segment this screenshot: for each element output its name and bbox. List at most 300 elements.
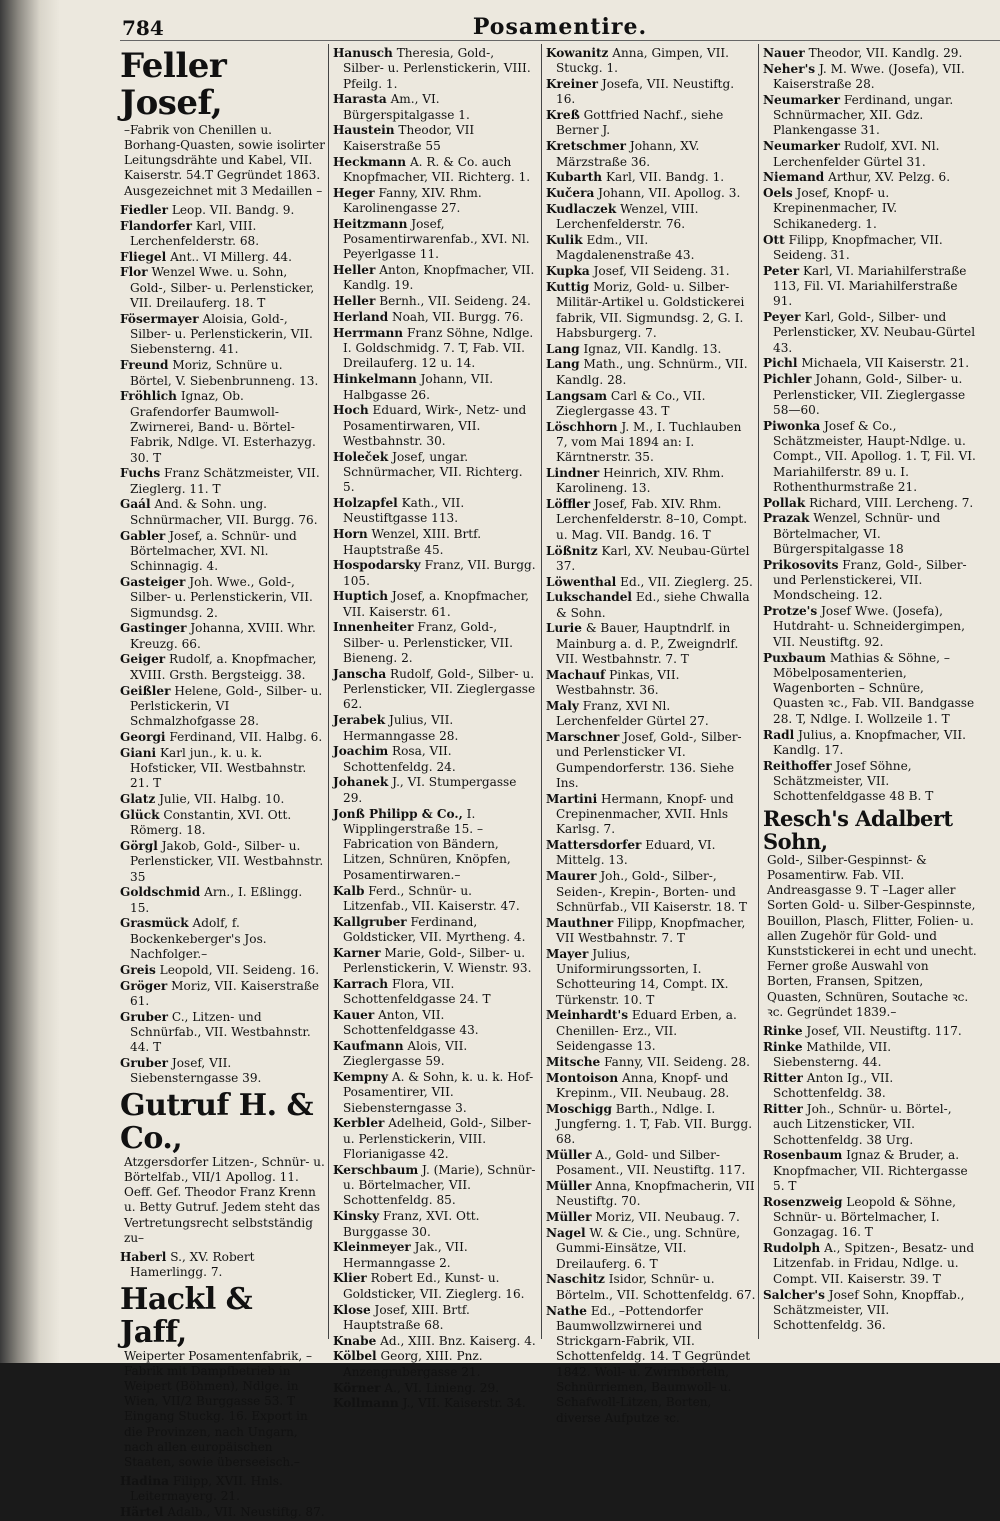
entry-name: Gruber [120,1009,169,1024]
directory-entry [120,1056,325,1087]
entry-name: Hanusch [333,46,393,60]
entry-name: Ritter [763,1101,803,1116]
directory-entry [120,652,325,683]
directory-entry [763,62,977,93]
entry-details: Arthur, XV. Pelzg. 6. [828,170,951,185]
directory-entry [333,403,537,449]
entry-details: Johann, VII. Halbgasse 26. [343,372,494,402]
page-number: 784 [122,16,164,40]
entry-name: Kučera [546,186,595,201]
entry-name: Martini [546,791,598,806]
directory-entry [120,250,325,265]
directory-entry [333,1349,537,1380]
entry-name: Jerabek [333,713,386,728]
entry-details: Ant.. VI Millerg. 44. [170,249,292,264]
entry-name: Gastinger [120,621,187,636]
directory-entry [333,450,537,496]
directory-entry [546,792,756,838]
entry-name: Lang [546,357,580,372]
entry-name: Knabe [333,1333,377,1348]
directory-entry [763,170,977,185]
entry-details: Ed., –Pottendorfer Baumwollzwirnerei und Strickgarn-Fabrik, VII. Schottenfeldg. 14. T Gegründet 1842. Woll- u. Zwirnbörteln, Schnürriemen, Baumwoll- u. Schafwoll-Litzen, Borten, diverse Aufputze ꝛc. [556,1303,751,1425]
entry-details: Hermann, Knopf- und Crepinenmacher, XVII. Hnls Karlsg. 7. [556,791,734,837]
directory-entry [546,1272,756,1303]
directory-entry [763,233,977,264]
entry-name: Lindner [546,466,600,481]
entry-name: Glück [120,807,160,822]
directory-entry [333,946,537,977]
entry-details: Ferdinand, VII. Halbg. 6. [169,729,323,744]
directory-entry [120,575,325,621]
directory-entry [546,1179,756,1210]
entry-details: Ad., XIII. Bnz. Kaiserg. 4. [380,1333,536,1348]
entry-name: Haberl [120,1249,167,1264]
entry-details: Anna, Knopf- und Krepinm., VII. Neubaug. 28. [556,1070,730,1100]
entry-name: Löffler [546,497,591,512]
directory-entry [333,310,537,325]
entry-details: Josef, Fab. XIV. Rhm. Lerchenfelderstr. 8–10, Compt. u. Mag. VII. Bandg. 16. T [556,497,748,542]
entry-details: Johann, Gold-, Silber- u. Perlensticker, VII. Zieglergasse 58—60. [773,372,966,417]
entry-name: Giani [120,745,157,760]
entry-details: Pinkas, VII. Westbahnstr. 36. [556,667,680,698]
entry-name: Fösermayer [120,311,199,326]
entry-name: Pollak [763,495,806,510]
directory-entry [333,713,537,744]
entry-name: Lang [546,341,580,356]
entry-details: Moriz, VII. Kaiserstraße 61. [130,978,320,1008]
entry-details: Ferdinand, Goldsticker, VII. Myrtheng. 4. [343,914,526,944]
entry-name: Nagel [546,1226,586,1241]
entry-details: Franz, VII. Burgg. 105. [343,558,536,588]
entry-name: Georgi [120,729,166,744]
entry-name: Herland [333,310,389,325]
directory-entry [763,1071,977,1102]
directory-entry [333,1271,537,1302]
entry-details: Isidor, Schnür- u. Börtelm., VII. Schottenfeldg. 67. [556,1272,756,1302]
entry-details: A., VI. Linieng. 29. [384,1380,500,1395]
page-header [120,14,1000,41]
directory-entry [763,1148,977,1194]
entry-details: Karl, XV. Neubau-Gürtel 37. [556,543,750,573]
entry-details: Ed., siehe Chwalla & Sohn. [556,590,750,620]
entry-details: Franz Söhne, Ndlge. I. Goldschmidg. 7. T, Fab. VII. Dreilauferg. 12 u. 14. [343,325,534,371]
entry-details: Jak., VII. Hermanngasse 2. [343,1240,468,1270]
directory-entry [120,684,325,730]
entry-name: Karner [333,945,381,960]
entry-details: Johanna, XVIII. Whr. Kreuzg. 66. [130,621,316,651]
entry-details: A., Gold- und Silber-Posament., VII. Neustiftg. 117. [556,1148,746,1178]
entry-name: Puxbaum [763,650,826,665]
display-advertisement [120,48,325,199]
entry-name: Kretschmer [546,139,626,154]
directory-entry [120,979,325,1010]
entry-name: Ritter [763,1070,803,1085]
directory-entry [546,1304,756,1426]
entry-name: Nathe [546,1303,587,1318]
entry-name: Lößnitz [546,543,598,558]
entry-details: Ferdinand, ungar. Schnürmacher, XII. Gdz. Plankengasse 31. [773,92,954,138]
entry-name: Grasmück [120,916,189,931]
directory-entry [333,1240,537,1271]
directory-entry [546,202,756,233]
display-advertisement [763,807,977,1020]
entry-details: Moriz, Gold- u. Silber-Militär-Artikel u. Goldstickerei fabrik, VII. Sigmundsg. 2, G. I. Habsburgerg. 7. [556,279,745,340]
directory-entry [333,775,537,806]
entry-name: Härtel [120,1505,164,1520]
running-head: Posamentire. [472,14,648,40]
directory-entry [546,699,756,730]
entry-details: Mathilde, VII. Siebensterng. 44. [773,1039,892,1070]
entry-name: Neher's [763,61,816,76]
entry-name: Mayer [546,946,589,961]
entry-name: Gasteiger [120,574,186,589]
directory-entry [763,310,977,356]
directory-entry [763,728,977,759]
entry-name: Kalb [333,883,365,898]
entry-details: Moriz, VII. Neubaug. 7. [595,1210,740,1225]
entry-details: Theodor, VII Kaiserstraße 55 [343,123,475,153]
directory-entry [120,792,325,807]
advertisement-body: Gold-, Silber-Gespinnst- & Posamentirw. Fab. VII. Andreasgasse 9. T –Lager aller Sorten Gold- u. Silber-Gespinnste, Bouillon, Plasch, Flitter, Folien- u. allen Zugehör für Gold- und Kunststickerei in echt und unecht. Ferner große Auswahl von Borten, Fransen, Spitzen, Quasten, Schnüren, Soutache ꝛc. ꝛc. Gegründet 1839.– [767,852,977,1019]
entry-name: Holeček [333,449,389,464]
entry-name: Heger [333,185,375,200]
entry-name: Gröger [120,978,168,993]
column-rule [758,44,759,1339]
entry-details: Josef, ungar. Schnürmacher, VII. Richterg. 5. [343,449,523,495]
entry-name: Löschhorn [546,419,618,434]
directory-entry [120,885,325,916]
directory-entry [120,203,325,218]
entry-name: Marschner [546,730,620,745]
entry-details: Josef, Posamentirwarenfab., XVI. Nl. Peyerlgasse 11. [343,216,530,262]
column-2 [333,46,537,1412]
entry-name: Kölbel [333,1349,377,1364]
entry-name: Kerschbaum [333,1162,419,1177]
entry-details: Josefa, VII. Neustiftg. 16. [556,77,735,107]
entry-name: Prikosovits [763,557,839,572]
directory-entry [333,1116,537,1162]
entry-details: Adelheid, Gold-, Silber- u. Perlenstickerin, VIII. Florianigasse 42. [343,1116,532,1162]
entry-details: Josef, VII. Neustiftg. 117. [806,1023,962,1038]
entry-name: Piwonka [763,418,821,433]
entry-details: Karl, VII. Bandg. 1. [605,170,725,185]
entry-details: Theodor, VII. Kandlg. 29. [808,46,963,60]
entry-name: Kallgruber [333,914,407,929]
entry-details: J. (Marie), Schnür- u. Börtelmacher, VII. Schottenfeldg. 85. [343,1162,536,1208]
entry-name: Harasta [333,92,387,107]
entry-name: Kerbler [333,1116,385,1131]
directory-entry [763,511,977,557]
entry-name: Müller [546,1210,592,1225]
entry-details: C., Litzen- und Schnürfab., VII. Westbahnstr. 44. T [130,1009,311,1055]
directory-entry [333,1008,537,1039]
entry-name: Lukschandel [546,590,633,605]
directory-entry [763,651,977,727]
directory-entry [763,264,977,310]
entry-name: Meinhardt's [546,1008,629,1023]
entry-details: Wenzel, VIII. Lerchenfelderstr. 76. [556,201,699,232]
entry-name: Janscha [333,666,387,681]
entry-details: Anna, Knopfmacherin, VII Neustiftg. 70. [556,1179,755,1209]
entry-details: Wenzel Wwe. u. Sohn, Gold-, Silber- u. Perlensticker, VII. Dreilauferg. 18. T [130,265,315,311]
entry-details: Karl, Gold-, Silber- und Perlensticker, XV. Neubau-Gürtel 43. [773,310,976,355]
entry-name: Maurer [546,869,597,884]
entry-details: Josef Wwe. (Josefa), Hutdraht- u. Schneidergimpen, VII. Neustiftg. 92. [773,604,965,649]
entry-name: Goldschmid [120,885,201,900]
entry-name: Kauer [333,1007,375,1022]
entry-details: Leopold, VII. Seideng. 16. [159,962,320,977]
entry-name: Geißler [120,683,171,698]
entry-details: Karl, VI. Mariahilferstraße 113, Fil. VI. Mariahilferstraße 91. [773,263,967,309]
entry-name: Mattersdorfer [546,838,642,853]
directory-entry [763,1241,977,1287]
directory-entry [120,839,325,885]
entry-details: Rudolf, a. Knopfmacher, XVIII. Grsth. Bergsteigg. 38. [130,652,317,682]
entry-name: Pichl [763,356,798,371]
entry-name: Gaál [120,497,151,512]
entry-name: Kowanitz [546,46,609,60]
entry-name: Hinkelmann [333,372,417,387]
directory-entry [763,1102,977,1148]
directory-entry [333,1163,537,1209]
entry-details: Wenzel, XIII. Brtf. Hauptstraße 45. [343,527,482,557]
entry-name: Jonß Philipp & Co., [333,806,463,821]
directory-entry [333,496,537,527]
entry-details: Julius, Uniformirungssorten, I. Schotteuring 14, Compt. IX. Türkenstr. 10. T [556,946,729,1007]
entry-name: Maly [546,698,579,713]
entry-details: Anton, Knopfmacher, VII. Kandlg. 19. [343,263,535,293]
entry-name: Kubarth [546,170,603,185]
directory-entry [546,590,756,621]
column-4 [763,46,977,1334]
entry-details: I. Wipplingerstraße 15. –Fabrication von Bändern, Litzen, Schnüren, Knöpfen, Posamentirwaren.– [343,806,511,882]
directory-entry [546,342,756,357]
directory-entry [120,730,325,745]
entry-details: Moriz, Schnüre u. Börtel, V. Siebenbrunneng. 13. [130,358,319,388]
entry-details: Julius, VII. Hermanngasse 28. [343,713,459,743]
advertisement-body: Atzgersdorfer Litzen-, Schnür- u. Börtelfab., VII/1 Apollog. 11. Oeff. Gef. Theodor Franz Krenn u. Betty Gutruf. Jedem steht das Vertretungsrecht selbstständig zu– [124,1154,325,1245]
directory-entry [333,589,537,620]
directory-entry [333,1381,537,1396]
directory-entry [546,170,756,185]
directory-entry [333,326,537,372]
directory-entry [333,915,537,946]
display-advertisement [120,1283,325,1471]
directory-entry [546,1071,756,1102]
entry-name: Heckmann [333,154,407,169]
directory-entry [546,420,756,466]
directory-entry [120,963,325,978]
entry-details: Constantin, XVI. Ott. Römerg. 18. [130,807,292,838]
entry-name: Kudlaczek [546,201,617,216]
entry-details: Franz, XVI. Ott. Burggasse 30. [343,1209,480,1239]
directory-entry [546,46,756,77]
entry-details: Aloisia, Gold-, Silber- u. Perlenstickerin, VII. Siebensterng. 41. [130,311,313,357]
entry-details: Ignaz, Ob. Grafendorfer Baumwoll- Zwirnerei, Band- u. Börtel-Fabrik, Ndlge. VI. Esterhazyg. 30. T [130,389,316,465]
entry-details: Math., ung. Schnürm., VII. Kandlg. 28. [556,357,748,387]
entry-details: A. & Sohn, k. u. k. Hof-Posamentirer, VII. Siebensterngasse 3. [343,1070,534,1115]
entry-name: Kempny [333,1070,389,1085]
entry-name: Glatz [120,792,156,807]
directory-entry [546,1102,756,1148]
directory-entry [333,744,537,775]
advertisement-title: Hackl & Jaff, [120,1281,253,1350]
entry-details: Josef, VII. Siebensterngasse 39. [130,1056,262,1086]
entry-name: Flandorfer [120,218,192,233]
directory-entry [333,807,537,883]
entry-details: Julie, VII. Halbg. 10. [159,792,285,807]
directory-entry [546,1055,756,1070]
entry-details: Leopold & Söhne, Schnür- u. Börtelmacher, I. Gonzagag. 16. T [773,1194,956,1240]
directory-entry [333,620,537,666]
directory-entry [333,155,537,186]
column-rule [328,44,329,1339]
entry-name: Johanek [333,775,389,790]
directory-entry [763,759,977,805]
entry-name: Kollmann [333,1396,399,1411]
directory-entry [546,1210,756,1225]
entry-name: Kulik [546,233,583,248]
entry-name: Greis [120,962,156,977]
entry-details: Jakob, Gold-, Silber- u. Perlensticker, VII. Westbahnstr. 35 [130,838,324,884]
entry-details: Franz, Gold-, Silber- und Perlenstickerei, VII. Mondscheing. 12. [773,557,967,603]
entry-name: Rosenzweig [763,1194,843,1209]
entry-name: Kupka [546,264,590,279]
entry-details: J., VI. Stumpergasse 29. [343,775,517,805]
directory-entry [546,466,756,497]
entry-details: Josef & Co., Schätzmeister, Haupt-Ndlge. u. Compt., VII. Apollog. 1. T, Fil. VI. Mariahilferstr. 89 u. I. Rothenthurmstraße 21. [773,418,976,494]
entry-details: Gottfried Nachf., siehe Berner J. [556,108,724,138]
entry-details: And. & Sohn. ung. Schnürmacher, VII. Burgg. 76. [130,497,318,527]
advertisement-title: Feller Josef, [120,46,227,124]
directory-entry [763,356,977,371]
entry-details: Franz, XVI Nl. Lerchenfelder Gürtel 27. [556,698,709,729]
entry-details: Am., VI. Bürgerspitalgasse 1. [343,92,470,122]
entry-details: Anton, VII. Schottenfeldgasse 43. [343,1007,479,1038]
entry-name: Pichler [763,372,812,387]
entry-details: A., Spitzen-, Besatz- und Litzenfab. in Fridau, Ndlge. u. Compt. VII. Kaiserstr. 39. T [773,1241,975,1286]
directory-entry [120,1474,325,1505]
directory-entry [546,264,756,279]
directory-entry [546,186,756,201]
directory-entry [333,1334,537,1349]
entry-details: Joh. Wwe., Gold-, Silber- u. Perlenstickerin, VII. Sigmundsg. 2. [130,574,313,620]
entry-name: Haustein [333,123,395,138]
entry-name: Protze's [763,604,818,619]
directory-entry [763,1288,977,1334]
column-1 [120,46,325,1521]
entry-name: Herrmann [333,325,404,340]
entry-name: Hoch [333,403,369,418]
directory-entry [333,294,537,309]
entry-name: Fliegel [120,249,167,264]
entry-name: Rinke [763,1039,803,1054]
directory-entry [546,544,756,575]
directory-entry [546,357,756,388]
entry-details: Anna, Gimpen, VII. Stuckg. 1. [556,46,729,76]
entry-details: Johann, XV. Märzstraße 36. [556,139,700,169]
entry-details: Josef, Knopf- u. Krepinenmacher, IV. Schikanederg. 1. [773,186,898,231]
directory-entry [763,46,977,61]
directory-entry [333,92,537,123]
entry-details: J., VII. Kaiserstr. 34. [402,1396,526,1411]
advertisement-body: Weiperter Posamentenfabrik, –Fabrik mit Dampfbetrieb in Weipert (Böhmen), Ndlge. in Wien, VII/2 Burggasse 53. T Eingang Stuckg. 16. Export in die Provinzen, nach Ungarn, nach allen europäischen Staaten, sowie überseeisch.– [124,1348,313,1469]
directory-entry [120,1505,325,1520]
directory-entry [120,529,325,575]
directory-entry [333,527,537,558]
entry-details: Helene, Gold-, Silber- u. Perlstickerin, VI Schmalzhofgasse 28. [130,683,323,729]
entry-name: Mauthner [546,915,614,930]
entry-details: Anton Ig., VII. Schottenfeldg. 38. [773,1070,894,1101]
entry-details: Fanny, VII. Seideng. 28. [604,1054,751,1069]
directory-entry [546,108,756,139]
entry-details: S., XV. Robert Hamerlingg. 7. [130,1249,255,1280]
entry-name: Salcher's [763,1287,825,1302]
entry-details: A. R. & Co. auch Knopfmacher, VII. Richterg. 1. [343,154,531,184]
entry-name: Lurie [546,621,582,636]
entry-name: Müller [546,1179,592,1194]
advertisement-title: Gutruf H. & Co., [120,1087,314,1156]
entry-details: Eduard Erben, a. Chenillen- Erz., VII. Seidengasse 13. [556,1008,737,1053]
entry-name: Görgl [120,838,158,853]
entry-name: Kleinmeyer [333,1240,411,1255]
directory-entry [763,93,977,139]
directory-entry [546,77,756,108]
entry-details: Ferd., Schnür- u. Litzenfab., VII. Kaiserstr. 47. [343,883,520,913]
entry-name: Kaufmann [333,1039,404,1053]
directory-entry [120,621,325,652]
directory-entry [333,1039,537,1070]
entry-details: Josef, a. Knopfmacher, VII. Kaiserstr. 61. [343,589,530,619]
entry-name: Langsam [546,388,608,403]
entry-details: Rudolf, XVI. Nl. Lerchenfelder Gürtel 31. [773,139,940,169]
entry-name: Geiger [120,652,166,667]
entry-details: J. M., I. Tuchlauben 7, vom Mai 1894 an: I. Kärntnerstr. 35. [556,419,742,465]
entry-name: Neumarker [763,92,840,107]
entry-details: Filipp, Knopfmacher, VII. Seideng. 31. [773,232,943,262]
entry-details: Adolf, f. Bockenkeberger's Jos. Nachfolger.– [130,916,267,962]
directory-entry [120,1250,325,1281]
entry-details: Josef, Gold-, Silber- und Perlensticker VI. Gumpendorferstr. 136. Siehe Ins. [556,730,742,790]
entry-name: Peyer [763,310,801,325]
display-advertisement [120,1089,325,1246]
entry-name: Radl [763,727,795,742]
entry-name: Kuttig [546,279,590,294]
entry-details: Alois, VII. Zieglergasse 59. [343,1039,468,1069]
entry-details: Adalb., VII. Neustiftg. 87. [167,1505,325,1520]
entry-details: Rosa, VII. Schottenfeldg. 24. [343,744,456,774]
entry-details: Ignaz & Bruder, a. Knopfmacher, VII. Richtergasse 5. T [773,1148,968,1193]
entry-details: Johann, VII. Apollog. 3. [598,186,741,201]
entry-name: Kreß [546,108,580,123]
directory-entry [333,46,537,92]
entry-details: Karl, VIII. Lerchenfelderstr. 68. [130,218,260,248]
entry-details: Mathias & Söhne, –Möbelposamenterien, Wagenborten – Schnüre, Quasten ꝛc., Fab. VII. Bandgasse 28. T, Ndlge. I. Wollzeile 1. T [773,650,975,726]
directory-entry [763,1195,977,1241]
entry-name: Joachim [333,744,389,759]
directory-entry [333,977,537,1008]
entry-name: Mitsche [546,1054,601,1069]
entry-details: Kath., VII. Neustiftgasse 113. [343,496,465,526]
entry-details: Richard, VIII. Lercheng. 7. [809,495,974,510]
entry-name: Prazak [763,511,810,526]
directory-entry [120,358,325,389]
directory-entry [333,1209,537,1240]
entry-details: Eduard, VI. Mittelg. 13. [556,838,716,868]
entry-name: Heller [333,294,376,309]
directory-entry [763,558,977,604]
directory-entry [546,947,756,1008]
